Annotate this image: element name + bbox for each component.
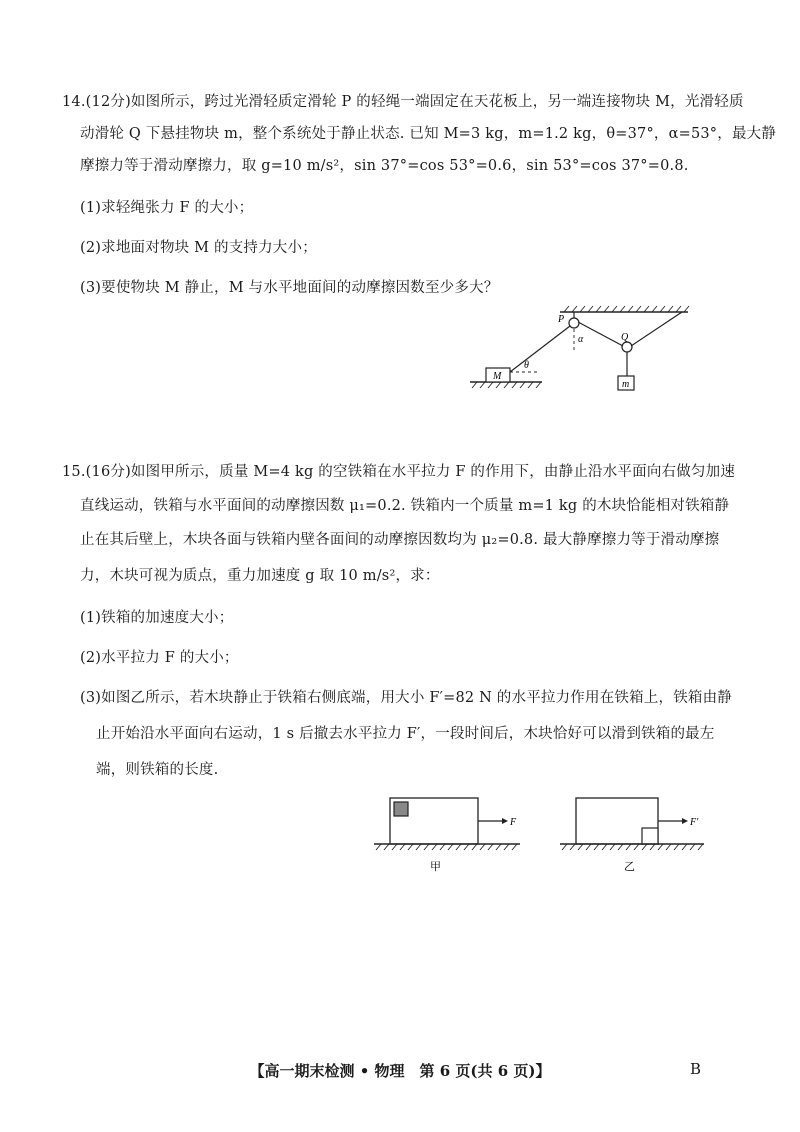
label-P: P bbox=[558, 314, 565, 325]
q14-line-2: 动滑轮 Q 下悬挂物块 m，整个系统处于静止状态. 已知 M=3 kg，m=1.2 kg，θ=37°，α=53°，最大静 bbox=[80, 126, 777, 142]
q15-line-1: 15.(16分)如图甲所示，质量 M=4 kg 的空铁箱在水平拉力 F 的作用下，由静止沿水平面向右做匀加速 bbox=[62, 464, 736, 480]
wood-block bbox=[642, 828, 658, 844]
label-theta: θ bbox=[524, 360, 529, 371]
q15-figure-yi bbox=[556, 790, 716, 876]
q15-sub-1: (1)铁箱的加速度大小； bbox=[80, 610, 234, 626]
q14-line-1: 14.(12分)如图所示，跨过光滑轻质定滑轮 P 的轻绳一端固定在天花板上，另一端连接物块 M，光滑轻质 bbox=[62, 94, 744, 110]
caption-yi: 乙 bbox=[624, 861, 635, 873]
q15-line-2: 直线运动，铁箱与水平面间的动摩擦因数 μ₁=0.2. 铁箱内一个质量 m=1 kg 的木块恰能相对铁箱静 bbox=[80, 498, 730, 514]
label-alpha: α bbox=[578, 334, 584, 345]
q14-sub-3: (3)要使物块 M 静止，M 与水平地面间的动摩擦因数至少多大？ bbox=[80, 280, 499, 296]
force-label-F: F bbox=[510, 817, 517, 828]
q15-sub-2: (2)水平拉力 F 的大小； bbox=[80, 650, 239, 666]
force-label-F-prime: F′ bbox=[690, 817, 699, 828]
q14-sub-2: (2)求地面对物块 M 的支持力大小； bbox=[80, 240, 317, 256]
wood-block bbox=[394, 802, 408, 816]
q15-line-3: 止在其后壁上，木块各面与铁箱内壁各面间的动摩擦因数均为 μ₂=0.8. 最大静摩擦力等于滑动摩擦 bbox=[80, 532, 720, 548]
q15-sub-3-line-1: (3)如图乙所示，若木块静止于铁箱右侧底端，用大小 F′=82 N 的水平拉力作用在铁箱上，铁箱由静 bbox=[80, 690, 733, 706]
q15-sub-3-line-3: 端，则铁箱的长度. bbox=[96, 762, 219, 778]
q14-line-3: 摩擦力等于滑动摩擦力，取 g=10 m/s²，sin 37°=cos 53°=0.6，sin 53°=cos 37°=0.8. bbox=[80, 158, 689, 174]
label-m: m bbox=[622, 379, 630, 390]
q14-sub-1: (1)求轻绳张力 F 的大小； bbox=[80, 200, 254, 216]
q15-line-4: 力，木块可视为质点，重力加速度 g 取 10 m/s²，求： bbox=[80, 568, 440, 584]
q14-pulley-figure bbox=[466, 302, 716, 402]
q15-figure-jia bbox=[370, 790, 530, 876]
label-Q: Q bbox=[621, 332, 629, 343]
caption-jia: 甲 bbox=[430, 861, 441, 873]
label-M: M bbox=[493, 371, 502, 382]
page-footer: 【高一期末检测 • 物理 第 6 页(共 6 页)】 bbox=[249, 1062, 551, 1080]
paper-version: B bbox=[690, 1060, 702, 1078]
q15-sub-3-line-2: 止开始沿水平面向右运动，1 s 后撤去水平拉力 F′，一段时间后，木块恰好可以滑到铁箱的最左 bbox=[96, 726, 715, 742]
